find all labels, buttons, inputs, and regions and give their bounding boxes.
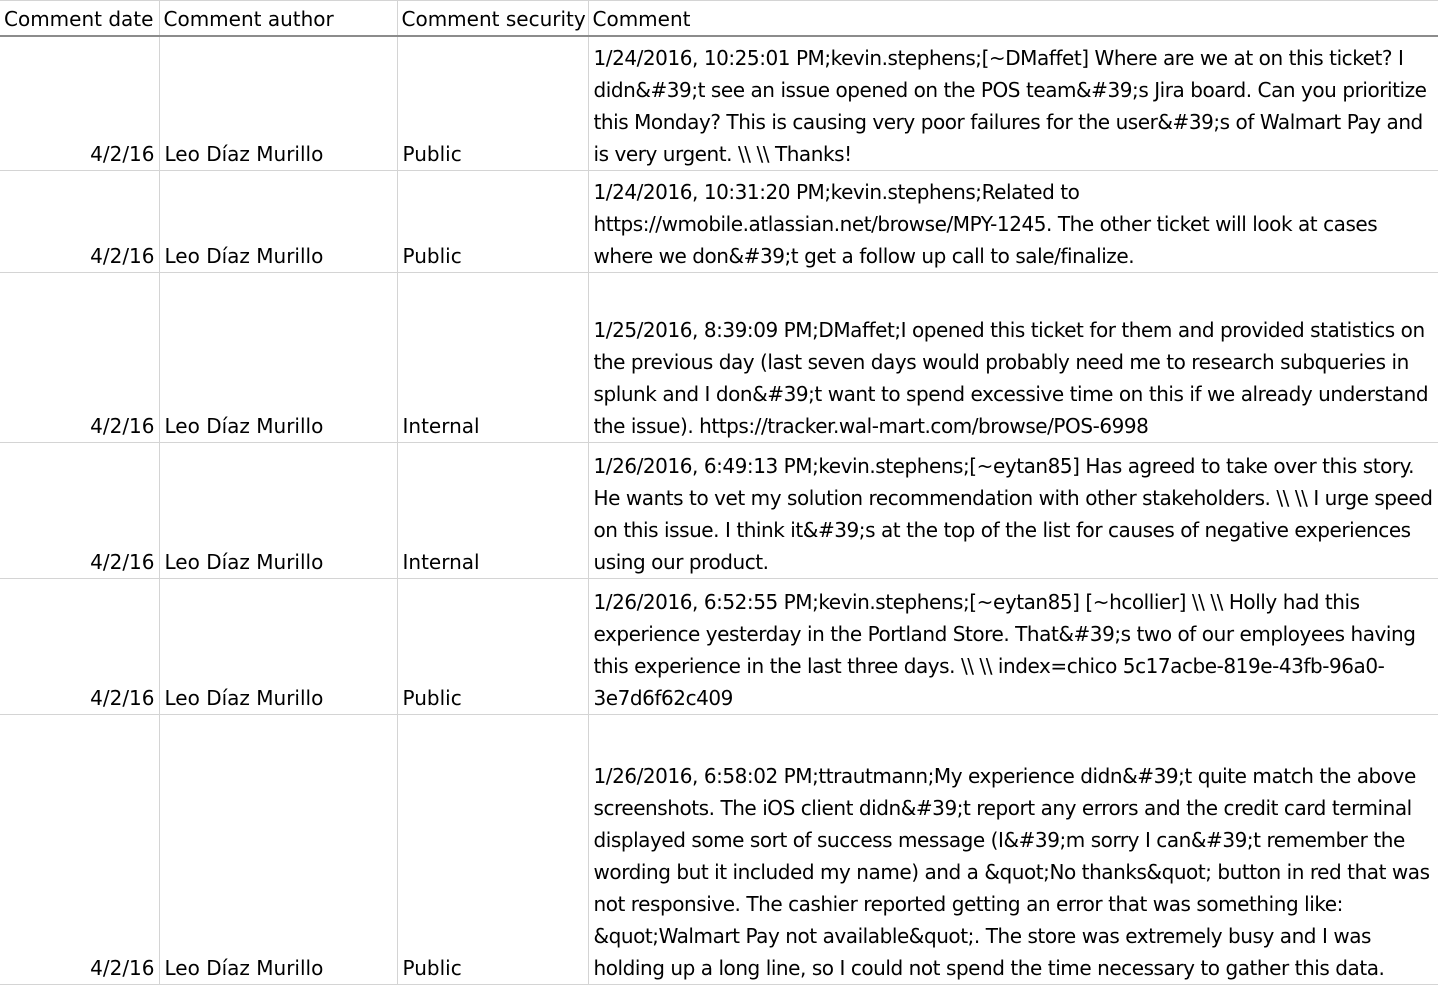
table-row: [0, 443, 1438, 579]
cell-comment-author[interactable]: Leo Díaz Murillo: [159, 36, 397, 171]
cell-comment[interactable]: 1/24/2016, 10:31:20 PM;kevin.stephens;Related to https://wmobile.atlassian.net/browse/MPY-1245. The other ticket will look at cases where we don&#39;t get a follow up call to sale/finalize.: [588, 171, 1438, 273]
cell-comment-date[interactable]: 4/2/16: [0, 171, 159, 273]
cell-comment-security[interactable]: Public: [397, 171, 588, 273]
cell-comment-author[interactable]: Leo Díaz Murillo: [159, 579, 397, 715]
cell-comment-author[interactable]: Leo Díaz Murillo: [159, 273, 397, 443]
table-row: [0, 579, 1438, 715]
table-row: [0, 171, 1438, 273]
cell-comment-author[interactable]: Leo Díaz Murillo: [159, 715, 397, 985]
header-comment[interactable]: Comment: [588, 1, 1438, 37]
cell-comment-date[interactable]: 4/2/16: [0, 273, 159, 443]
cell-comment[interactable]: 1/26/2016, 6:52:55 PM;kevin.stephens;[~eytan85] [~hcollier] \\ \\ Holly had this experience yesterday in the Portland Store. That&#39;s two of our employees having this experience in the last three days. \\ \\ index=chico 5c17acbe-819e-43fb-96a0-3e7d6f62c409: [588, 579, 1438, 715]
header-comment-security[interactable]: Comment security: [397, 1, 588, 37]
table-row: [0, 36, 1438, 171]
cell-comment[interactable]: 1/25/2016, 8:39:09 PM;DMaffet;I opened this ticket for them and provided statistics on the previous day (last seven days would probably need me to research subqueries in splunk and I don&#39;t want to spend excessive time on this if we already understand the issue). https://tracker.wal-mart.com/browse/POS-6998: [588, 273, 1438, 443]
cell-comment-author[interactable]: Leo Díaz Murillo: [159, 171, 397, 273]
cell-comment-date[interactable]: 4/2/16: [0, 579, 159, 715]
cell-comment-date[interactable]: 4/2/16: [0, 36, 159, 171]
cell-comment-security[interactable]: Internal: [397, 273, 588, 443]
table-row: [0, 273, 1438, 443]
cell-comment-security[interactable]: Public: [397, 579, 588, 715]
cell-comment-author[interactable]: Leo Díaz Murillo: [159, 443, 397, 579]
cell-comment[interactable]: 1/26/2016, 6:49:13 PM;kevin.stephens;[~eytan85] Has agreed to take over this story. He wants to vet my solution recommendation with other stakeholders. \\ \\ I urge speed on this issue. I think it&#39;s at the top of the list for causes of negative experiences using our product.: [588, 443, 1438, 579]
header-comment-date[interactable]: Comment date: [0, 1, 159, 37]
header-comment-author[interactable]: Comment author: [159, 1, 397, 37]
table-row: [0, 715, 1438, 985]
cell-comment[interactable]: 1/24/2016, 10:25:01 PM;kevin.stephens;[~DMaffet] Where are we at on this ticket? I didn&#39;t see an issue opened on the POS team&#39;s Jira board. Can you prioritize this Monday? This is causing very poor failures for the user&#39;s of Walmart Pay and is very urgent. \\ \\ Thanks!: [588, 36, 1438, 171]
cell-comment-security[interactable]: Public: [397, 715, 588, 985]
header-row: [0, 1, 1438, 37]
cell-comment[interactable]: 1/26/2016, 6:58:02 PM;ttrautmann;My experience didn&#39;t quite match the above screenshots. The iOS client didn&#39;t report any errors and the credit card terminal displayed some sort of success message (I&#39;m sorry I can&#39;t remember the wording but it included my name) and a &quot;No thanks&quot; button in red that was not responsive. The cashier reported getting an error that was something like: &quot;Walmart Pay not available&quot;. The store was extremely busy and I was holding up a long line, so I could not spend the time necessary to gather this data.: [588, 715, 1438, 985]
cell-comment-security[interactable]: Public: [397, 36, 588, 171]
cell-comment-date[interactable]: 4/2/16: [0, 443, 159, 579]
cell-comment-date[interactable]: 4/2/16: [0, 715, 159, 985]
cell-comment-security[interactable]: Internal: [397, 443, 588, 579]
